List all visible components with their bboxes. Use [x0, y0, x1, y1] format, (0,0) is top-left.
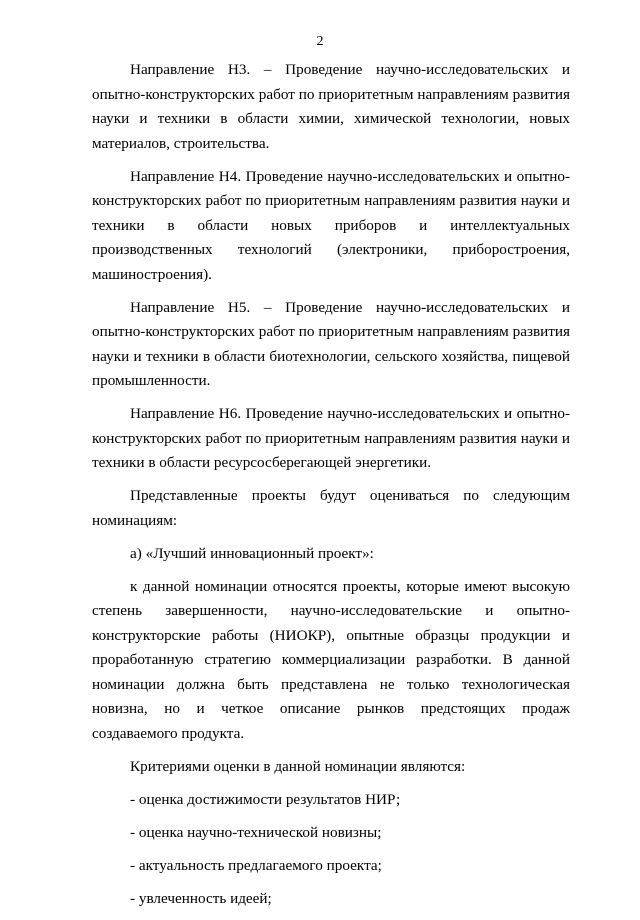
paragraph-direction-h4: Направление Н4. Проведение научно-исследовательских и опытно-конструкторских работ по приоритетным направлениям развития науки и техники в области новых приборов и интеллектуальных производственных технологий (электроники, приборостроения, машиностроения).	[92, 167, 570, 283]
paragraph-direction-h3: Направление Н3. – Проведение научно-исследовательских и опытно-конструкторских работ по приоритетным направлениям развития науки и техники в области химии, химической технологии, новых материалов, строительства.	[92, 61, 570, 152]
criteria-list-item: - увлеченность идеей;	[130, 889, 272, 907]
paragraph-nomination-a-heading: а) «Лучший инновационный проект»:	[130, 544, 374, 562]
paragraph-direction-h5: Направление Н5. – Проведение научно-исследовательских и опытно-конструкторских работ по приоритетным направлениям развития науки и техники в области биотехнологии, сельского хозяйства, пищевой промышленности.	[92, 298, 570, 389]
paragraph-nomination-a-description: к данной номинации относятся проекты, которые имеют высокую степень завершенности, научно-исследовательские и опытно-конструкторские работы (НИОКР), опытные образцы продукции и проработанную стратегию коммерциализации разработки. В данной номинации должна быть представлена не только технологическая новизна, но и четкое описание рынков предстоящих продаж создаваемого продукта.	[92, 577, 570, 742]
criteria-list-item: - актуальность предлагаемого проекта;	[130, 856, 382, 874]
criteria-list	[92, 788, 570, 912]
paragraph-criteria-intro: Критериями оценки в данной номинации являются:	[130, 757, 466, 775]
criteria-list-item: - оценка достижимости результатов НИР;	[130, 790, 401, 808]
paragraph-nominations-intro: Представленные проекты будут оцениваться по следующим номинациям:	[92, 487, 570, 529]
paragraph-direction-h6: Направление Н6. Проведение научно-исследовательских и опытно-конструкторских работ по приоритетным направлениям развития науки и техники в области ресурсосберегающей энергетики.	[92, 405, 570, 471]
criteria-list-item: - оценка научно-технической новизны;	[130, 823, 382, 841]
page-number: 2	[316, 34, 324, 49]
document-body	[92, 58, 570, 920]
